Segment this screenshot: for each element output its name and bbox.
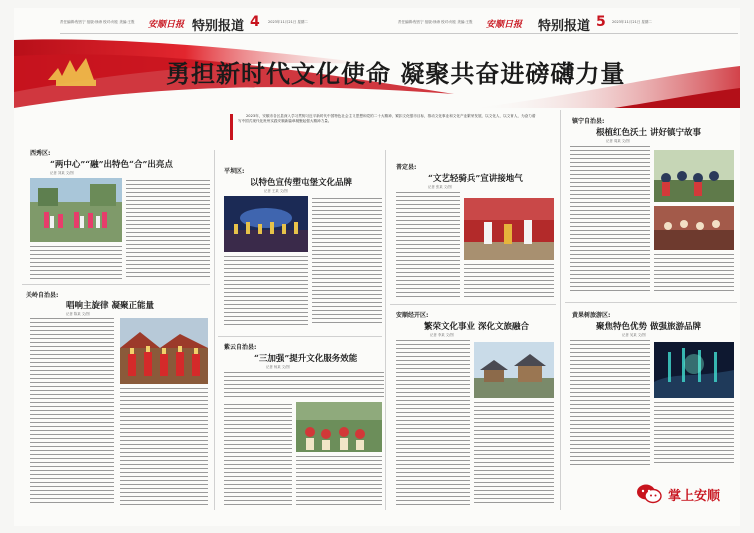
article-region: 镇宁自治县: (572, 118, 605, 125)
article-byline: 记者 王某 文/图 (264, 189, 288, 193)
header-right-date: 2023年11月21日 星期二 (612, 20, 652, 24)
row-divider (218, 336, 382, 337)
header-left-section: 特别报道 (192, 19, 245, 34)
header-left-date: 2023年11月21日 星期二 (268, 20, 308, 24)
row-divider (565, 302, 737, 303)
header-left-credits: 责任编辑:程晋宁 组版:徐涛 校对:何佳 美编:王胜 (60, 20, 135, 24)
main-headline: 勇担新时代文化使命 凝聚共奋进磅礴力量 (166, 59, 626, 88)
photo-night-light-show (654, 342, 734, 398)
header-right-section: 特别报道 (538, 19, 591, 34)
article-ziyun-title (254, 352, 357, 364)
photo-dancers (30, 178, 122, 242)
huangguoshu-body-text (570, 340, 650, 470)
article-huangguoshu (572, 310, 610, 319)
article-region: 安顺经开区: (396, 312, 429, 319)
article-huangguoshu-byline-wrap (622, 332, 646, 337)
row-divider (390, 304, 556, 305)
zhenning-photo-2 (654, 206, 734, 250)
photo-gathering (654, 206, 734, 250)
article-region: 平坝区: (224, 168, 245, 175)
article-byline: 记者 张某 文/图 (428, 185, 452, 189)
xixiu-body-text (126, 180, 210, 280)
header-right-credits: 责任编辑:程晋宁 组版:徐涛 校对:何佳 美编:王胜 (398, 20, 473, 24)
zhenning-photo-1 (654, 150, 734, 202)
article-pingba-title (250, 176, 352, 188)
article-region: 西秀区: (30, 150, 51, 157)
article-byline: 记者 杨某 文/图 (266, 365, 290, 369)
column-divider (214, 150, 215, 510)
article-zhenning-title (596, 126, 701, 138)
article-ziyun (224, 342, 256, 351)
article-region: 紫云自治县: (224, 344, 257, 351)
pingba-body-text-2 (224, 256, 308, 330)
pingba-body-text (312, 198, 382, 328)
article-jingkai-byline-wrap (430, 332, 454, 337)
header-left-brand: 安顺日报 (148, 20, 185, 30)
ziyun-body-text-3 (296, 456, 382, 508)
ziyun-body-text (224, 372, 384, 402)
ziyun-photo (296, 402, 382, 452)
zhenning-body-text-2 (654, 254, 734, 298)
article-guanling (26, 290, 58, 299)
puding-body-text (396, 192, 460, 300)
left-page-header (60, 14, 400, 34)
wechat-watermark (636, 479, 746, 509)
article-title: 繁荣文化事业 深化文旅融合 (424, 322, 529, 332)
article-puding-title (428, 172, 523, 184)
xixiu-body-text-2 (30, 246, 122, 282)
jingkai-photo (474, 342, 554, 398)
article-byline: 记者 刘某 文/图 (50, 171, 74, 175)
article-jingkai (396, 310, 428, 319)
article-zhenning (572, 116, 604, 125)
photo-outdoor-event (296, 402, 382, 452)
photo-group-meeting (654, 150, 734, 202)
article-zhenning-byline-wrap (606, 138, 630, 143)
article-title: 以特色宣传塑屯堡文化品牌 (250, 178, 353, 188)
watermark-text: 掌上安顺 (668, 488, 721, 504)
header-right-brand: 安顺日报 (486, 20, 523, 30)
column-divider (385, 150, 386, 510)
guanling-body-text-2 (120, 388, 208, 508)
article-pingba (224, 166, 244, 175)
photo-ancient-buildings (474, 342, 554, 398)
article-ziyun-byline-wrap (266, 364, 290, 369)
article-title: “两中心”“融”出特色“合”出亮点 (50, 160, 173, 170)
intro-accent-bar (230, 114, 233, 140)
article-pingba-byline-wrap (264, 188, 288, 193)
guanling-photo (120, 318, 208, 384)
zhenning-body-text (570, 146, 650, 296)
article-region: 黄果树旅游区: (572, 312, 611, 319)
article-byline: 记者 陈某 文/图 (66, 312, 90, 316)
row-divider (22, 284, 210, 285)
article-xixiu-title (50, 158, 173, 170)
article-guanling-byline-wrap (66, 311, 90, 316)
column-divider (560, 110, 561, 510)
guanling-body-text (30, 318, 114, 508)
photo-performers (120, 318, 208, 384)
huangguoshu-body-text-2 (654, 402, 734, 472)
pingba-photo (224, 196, 308, 252)
photo-stage-dance (464, 198, 554, 260)
article-title: 根植红色沃土 讲好镇宁故事 (596, 128, 701, 138)
intro-text: 2023年，安顺市各区县深入学习贯彻习近平新时代中国特色社会主义思想和党的二十大精神，紧扣文化强市目标，推动文化事业和文化产业繁荣发展，以文化人、以文育人，为奋力谱写中国式现代化贵州实践安顺新篇章凝聚起强大精神力量。 (238, 114, 536, 123)
xixiu-photo (30, 178, 122, 242)
right-page-header (398, 14, 738, 34)
photo-stage-performance (224, 196, 308, 252)
article-title: “文艺轻骑兵”宣讲接地气 (428, 174, 523, 184)
article-byline: 记者 李某 文/图 (430, 333, 454, 337)
jingkai-body-text-2 (474, 402, 554, 508)
huangguoshu-photo (654, 342, 734, 398)
header-right-page-number: 5 (596, 14, 606, 30)
puding-photo (464, 198, 554, 260)
article-jingkai-title (424, 320, 529, 332)
article-puding (396, 162, 416, 171)
article-byline: 记者 吴某 文/图 (622, 333, 646, 337)
article-xixiu (30, 148, 50, 157)
article-title: 聚焦特色优势 做强旅游品牌 (596, 322, 701, 332)
article-title: “三加强”提升文化服务效能 (254, 354, 358, 364)
article-region: 关岭自治县: (26, 292, 59, 299)
puding-body-text-2 (464, 264, 554, 302)
article-huangguoshu-title (596, 320, 701, 332)
intro-block (238, 114, 538, 140)
ziyun-body-text-2 (224, 404, 292, 508)
article-title: 唱响主旋律 凝聚正能量 (66, 301, 154, 311)
wechat-icon (636, 483, 662, 505)
header-left-page-number: 4 (250, 14, 260, 30)
article-guanling-title (66, 299, 154, 311)
article-byline: 记者 周某 文/图 (606, 139, 630, 143)
article-xixiu-byline-wrap (50, 170, 74, 175)
jingkai-body-text (396, 340, 470, 508)
article-region: 普定县: (396, 164, 417, 171)
article-puding-byline-wrap (428, 184, 452, 189)
